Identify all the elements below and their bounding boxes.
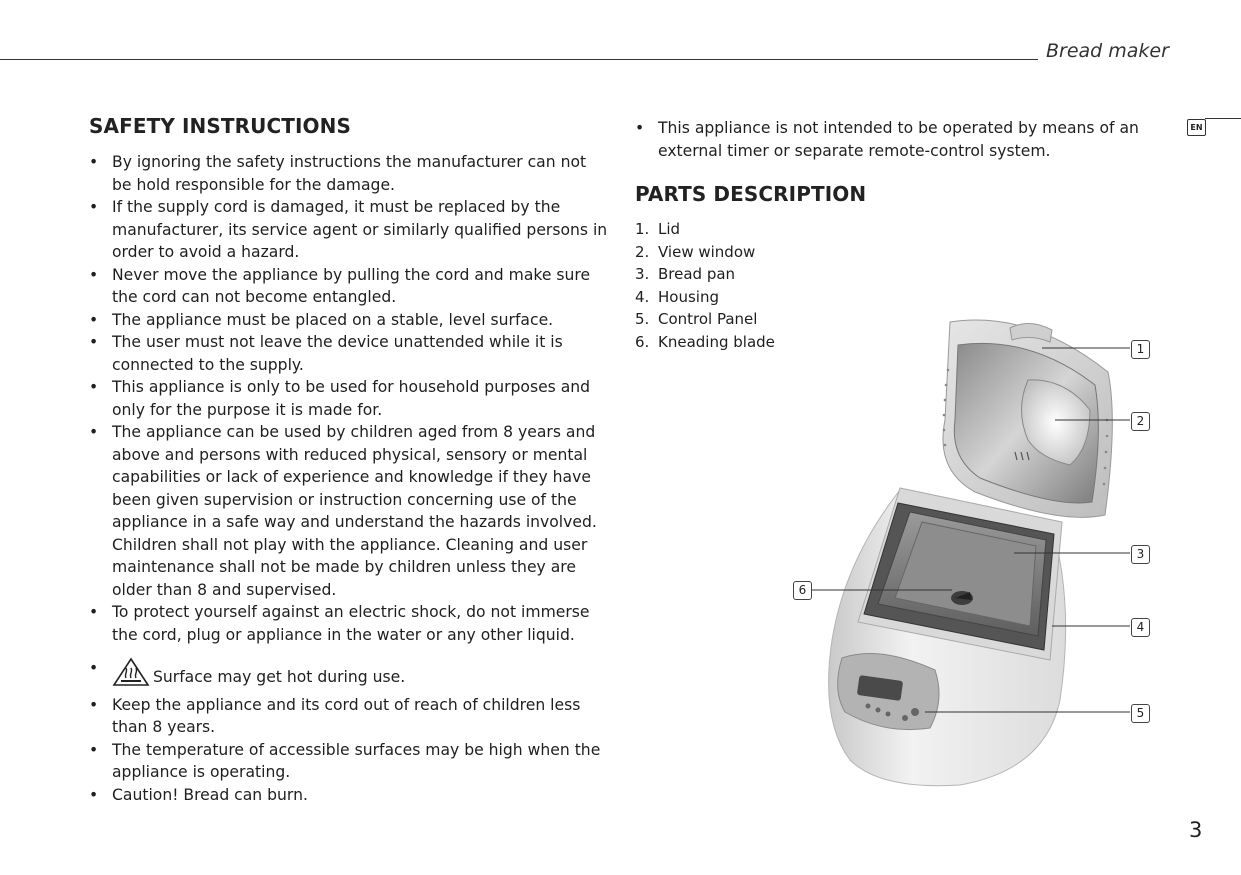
parts-item-number: 3. (635, 265, 650, 283)
safety-item: • This appliance is not intended to be operated by means of an external timer or separate remote-control system. (635, 117, 1155, 162)
parts-item-number: 1. (635, 220, 650, 238)
parts-heading: PARTS DESCRIPTION (635, 182, 867, 206)
callout-3: 3 (1131, 545, 1150, 564)
parts-item-number: 5. (635, 310, 650, 328)
safety-item: • Keep the appliance and its cord out of reach of children less than 8 years. (89, 694, 609, 739)
callout-6: 6 (793, 581, 812, 600)
safety-item: • To protect yourself against an electric shock, do not immerse the cord, plug or appliance in the water or any other liquid. (89, 601, 609, 646)
callout-1: 1 (1131, 340, 1150, 359)
parts-item-label: View window (658, 242, 756, 261)
parts-item-label: Kneading blade (658, 332, 775, 351)
callout-2: 2 (1131, 412, 1150, 431)
safety-item: • This appliance is only to be used for household purposes and only for the purpose it is made for. (89, 376, 609, 421)
safety-item: • The temperature of accessible surfaces may be high when the appliance is operating. (89, 739, 609, 784)
page-number: 3 (1189, 818, 1203, 842)
parts-item-label: Lid (658, 220, 681, 238)
safety-item: • Caution! Bread can burn. (89, 784, 609, 807)
parts-item-label: Control Panel (658, 310, 758, 328)
safety-heading: SAFETY INSTRUCTIONS (89, 114, 351, 138)
callout-4: 4 (1131, 618, 1150, 637)
language-badge: EN (1187, 119, 1206, 136)
safety-item: • The appliance must be placed on a stable, level surface. (89, 309, 609, 332)
safety-item: • Never move the appliance by pulling the cord and make sure the cord can not become entangled. (89, 264, 609, 309)
parts-item-label: Bread pan (658, 265, 736, 283)
safety-item: • By ignoring the safety instructions the manufacturer can not be hold responsible for the damage. (89, 151, 609, 196)
header-title: Bread maker (1046, 40, 1169, 62)
parts-item-number: 6. (635, 332, 650, 351)
safety-item: • The appliance can be used by children aged from 8 years and above and persons with reduced physical, sensory or mental capabilities or lack of experience and knowledge if they have been given supervision or instruction concerning use of the appliance in a safe way and understand the hazards involved. Children shall not play with the appliance. Cleaning and user maintenance shall not be made by children unless they are older than 8 and supervised. (89, 421, 609, 601)
parts-item-label: Housing (658, 287, 719, 306)
parts-item-number: 2. (635, 242, 650, 261)
callout-5: 5 (1131, 704, 1150, 723)
parts-item-number: 4. (635, 287, 650, 306)
safety-item: • The user must not leave the device unattended while it is connected to the supply. (89, 331, 609, 376)
hot-surface-text: Surface may get hot during use. (153, 668, 406, 686)
safety-item: • If the supply cord is damaged, it must be replaced by the manufacturer, its service agent or similarly qualified persons in order to avoid a hazard. (89, 196, 609, 264)
